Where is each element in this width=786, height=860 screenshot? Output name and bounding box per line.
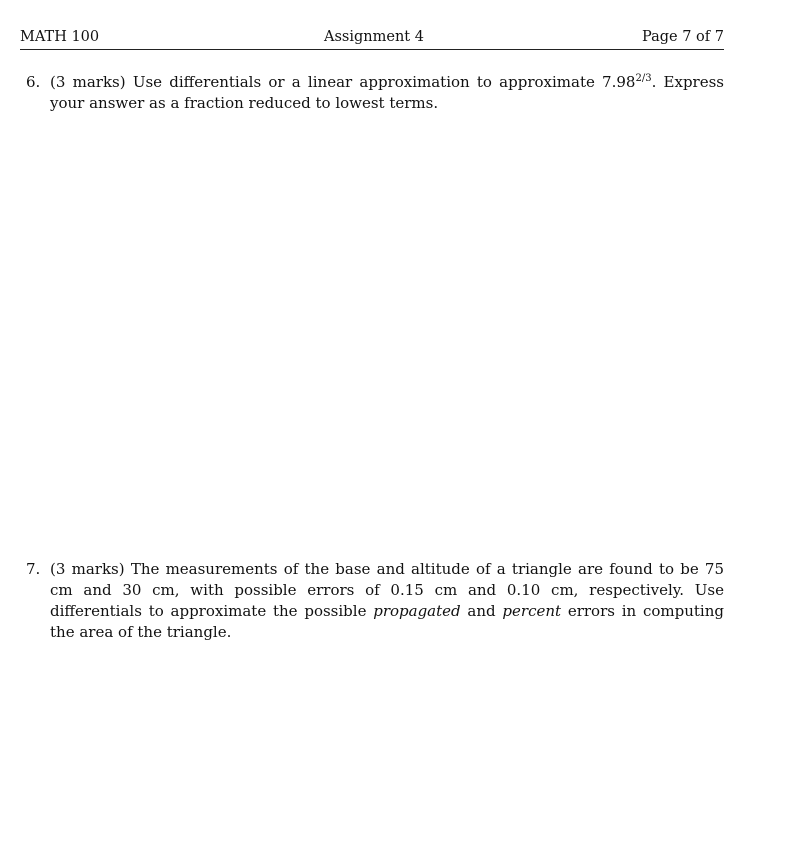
question-text-part: errors in computing the area of the triangle. xyxy=(50,602,724,641)
question-marks: (3 marks) xyxy=(50,73,126,91)
question-text xyxy=(50,72,724,114)
question-number: 6. xyxy=(26,73,41,91)
emphasis-percent: percent xyxy=(502,602,562,620)
question-text-part: and xyxy=(460,602,503,620)
course-code: MATH 100 xyxy=(20,29,100,45)
assignment-title: Assignment 4 xyxy=(324,29,424,45)
question-text-part: . Express your answer as a fraction reduced to lowest terms. xyxy=(50,73,724,112)
exponent: 2/3 xyxy=(635,73,652,84)
question-7 xyxy=(26,559,724,643)
page-header xyxy=(20,29,724,50)
question-marks: (3 marks) xyxy=(50,560,125,578)
question-6 xyxy=(26,72,724,114)
question-text-part: Use differentials or a linear approximation to approximate 7.98 xyxy=(132,73,636,91)
question-text xyxy=(50,559,724,643)
question-number: 7. xyxy=(26,560,41,578)
page-number: Page 7 of 7 xyxy=(642,29,724,45)
question-text-part: The measurements of the base and altitude of a triangle are found to be 75 cm and 30 cm, with possible errors of 0.15 cm and 0.10 cm, respectively. Use differentials to approximate the possible xyxy=(50,560,724,620)
emphasis-propagated: propagated xyxy=(373,602,461,620)
